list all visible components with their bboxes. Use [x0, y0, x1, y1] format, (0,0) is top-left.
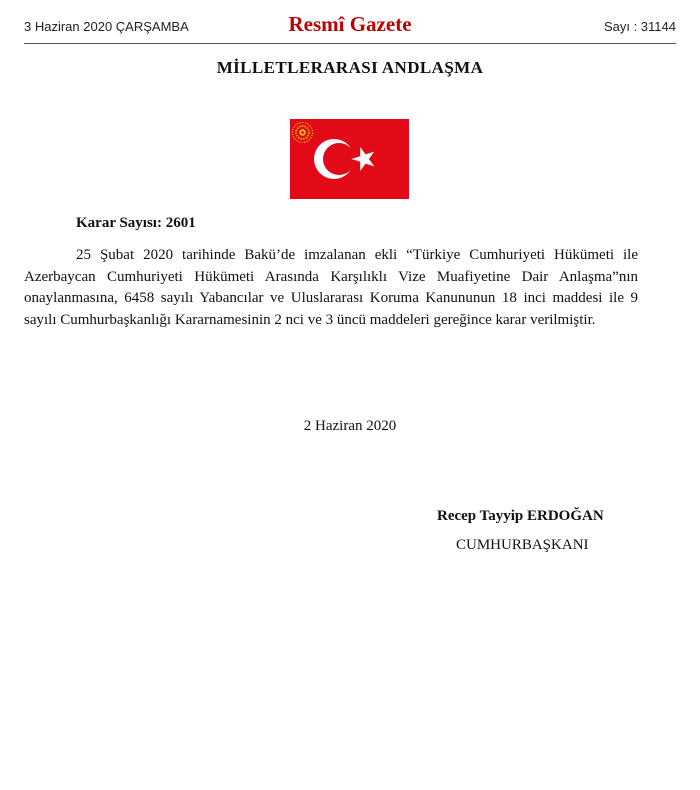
- signer-title: CUMHURBAŞKANI: [456, 537, 589, 553]
- issue-number: Sayı : 31144: [603, 19, 676, 34]
- section-title: MİLLETLERARASI ANDLAŞMA: [216, 58, 484, 77]
- decision-body: 25 Şubat 2020 tarihinde Bakü’de imzalanan ekli “Türkiye Cumhuriyeti Hükümeti ile Azerbaycan Cumhuriyeti Hükümeti Arasında Karşılıklı Vize Muafiyetine Dair Anlaşma”nın onaylanmasına, 6458 sayılı Yabancılar ve Uluslararası Koruma Kanununun 18 inci maddesi ile 9 sayılı Cumhurbaşkanlığı Kararnamesinin 2 nci ve 3 üncü maddeleri gereğince karar verilmiştir.: [24, 247, 638, 328]
- header-divider: [24, 43, 676, 44]
- decision-number: Karar Sayısı: 2601: [76, 215, 196, 231]
- signing-date: 2 Haziran 2020: [303, 418, 397, 434]
- crescent-inner: [323, 143, 355, 175]
- gazette-title: Resmî Gazete: [288, 12, 412, 36]
- issue-date: 3 Haziran 2020 ÇARŞAMBA: [24, 19, 189, 34]
- turkish-flag-icon: [290, 119, 409, 199]
- signer-name: Recep Tayyip ERDOĞAN: [437, 508, 604, 524]
- gazette-header: [24, 10, 676, 44]
